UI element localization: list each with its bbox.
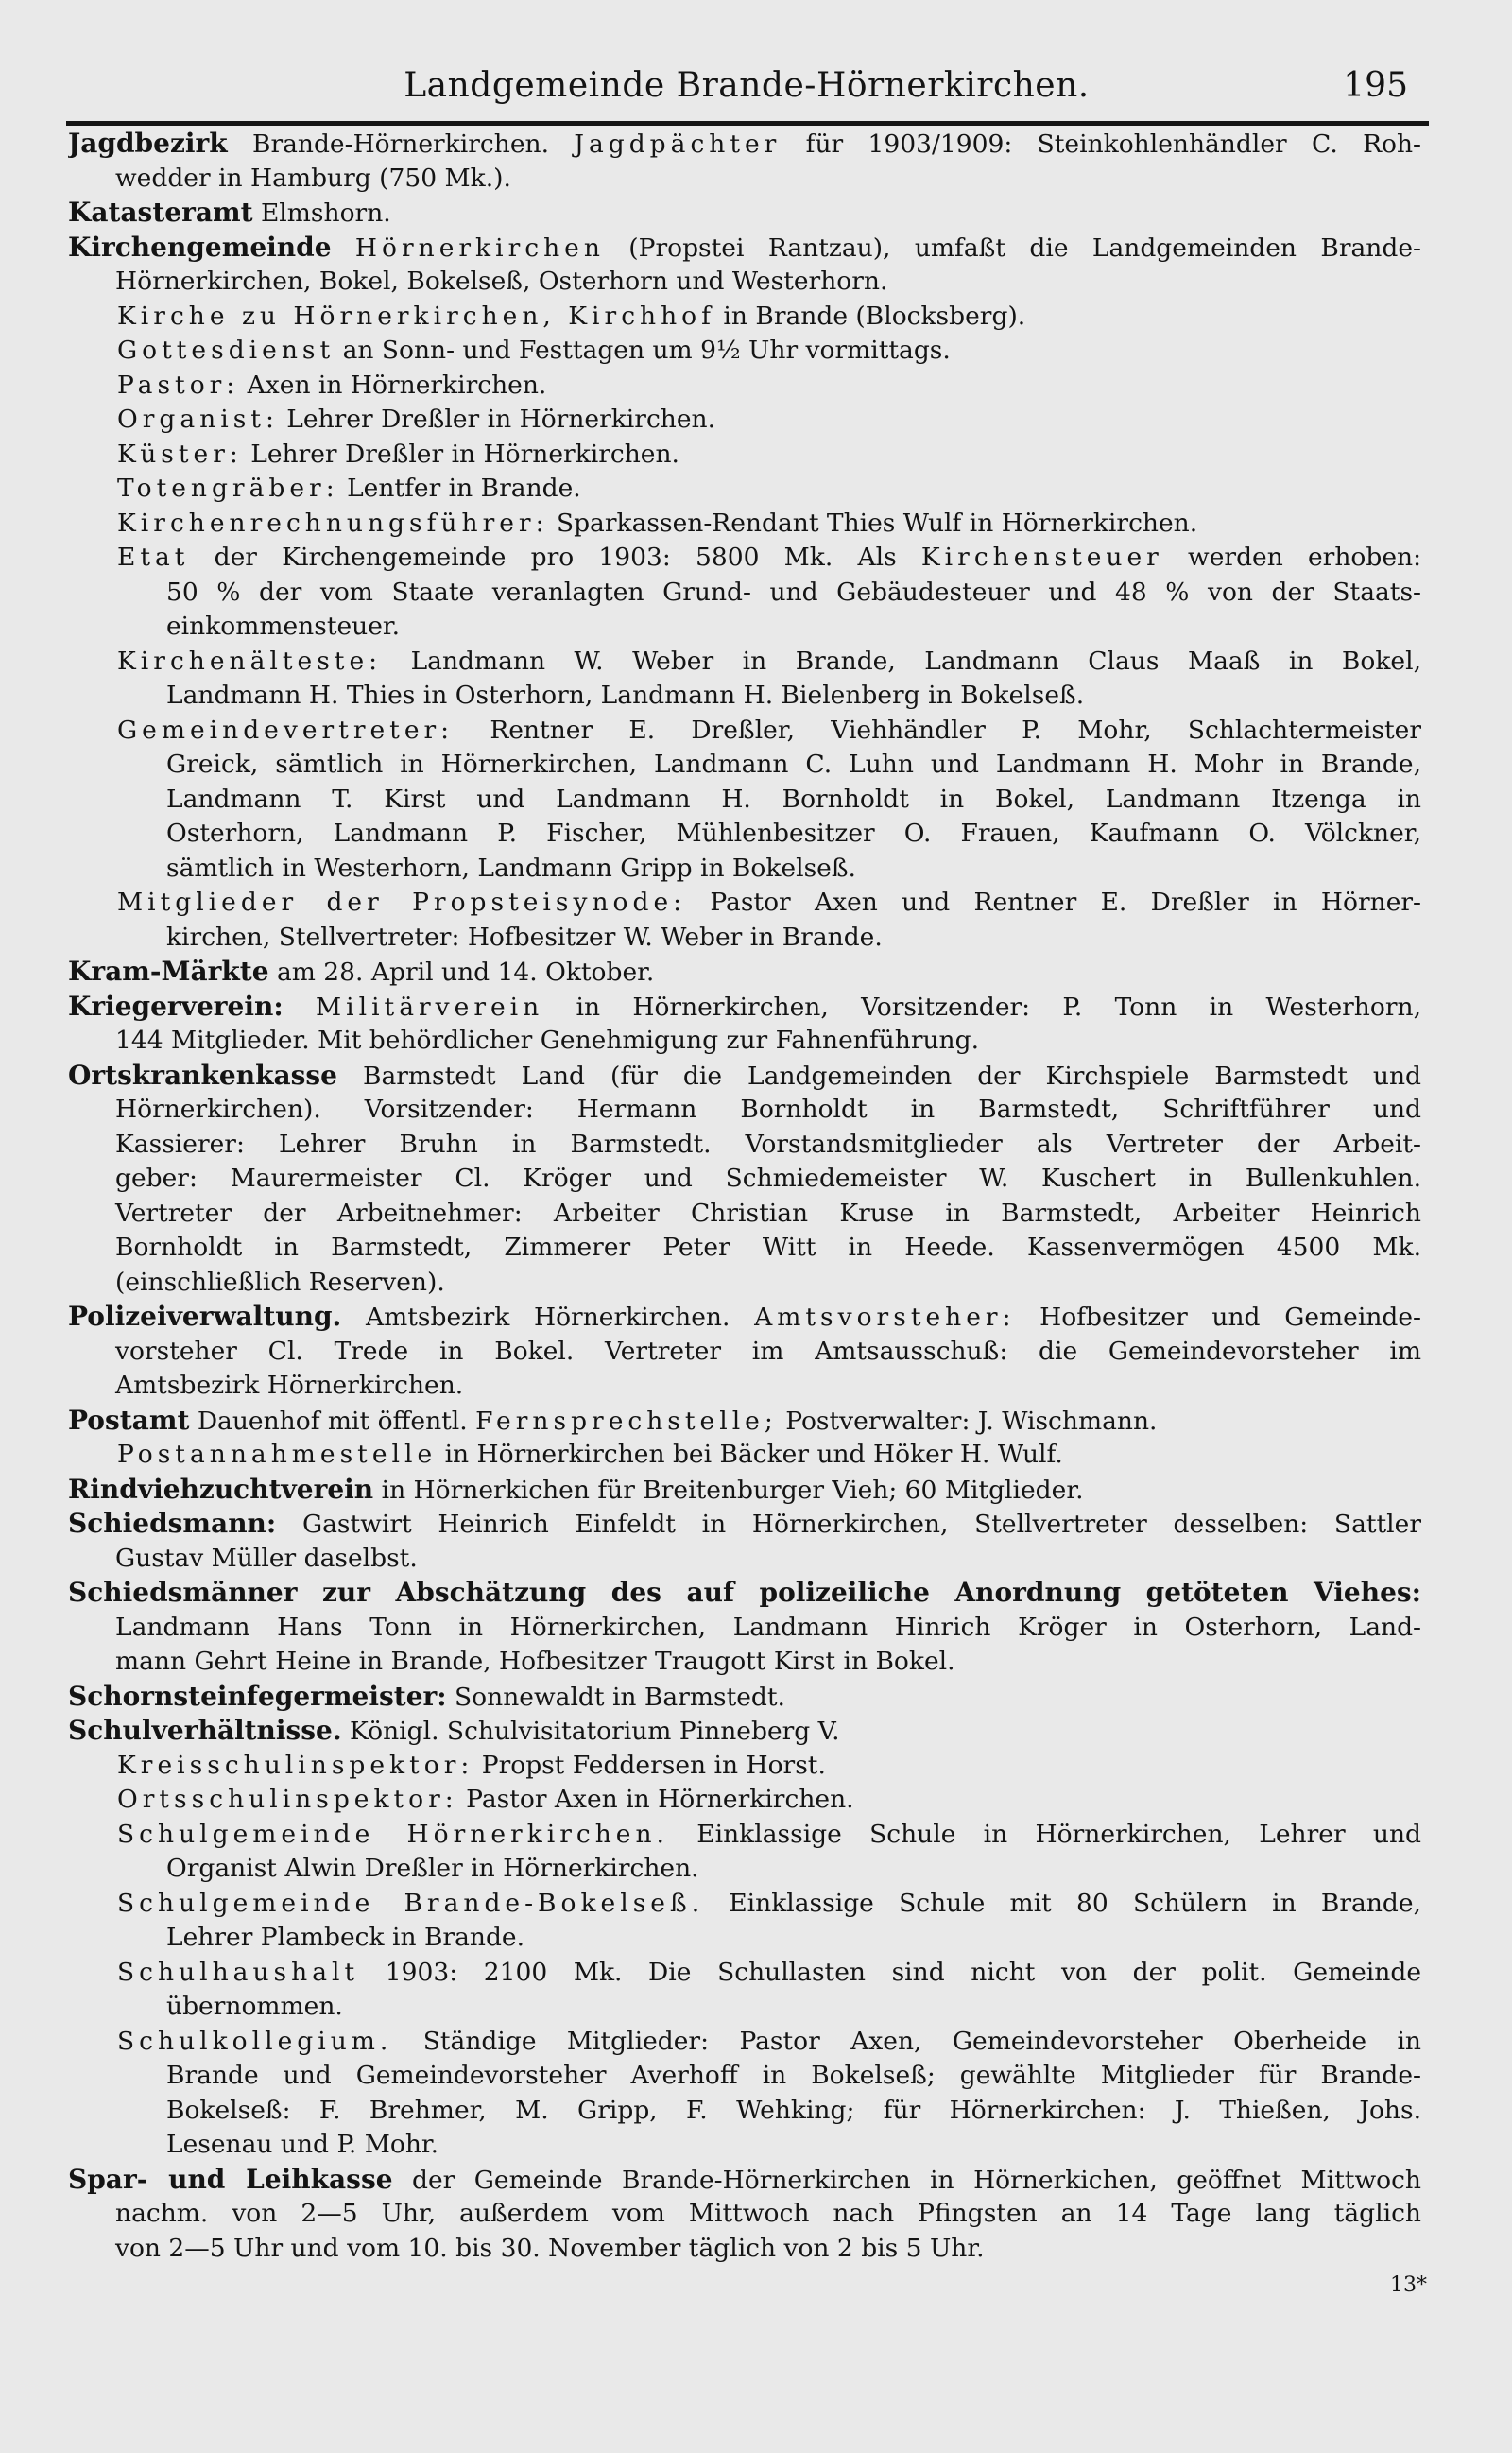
text-line xyxy=(68,1783,1421,1818)
spaced-term: Gemeindevertreter: xyxy=(117,715,455,745)
line-text: Lehrer Dreßler in Hörnerkirchen. xyxy=(242,439,679,469)
line-text: 50 % der vom Staate veranlagten Grund- und Gebäudesteuer und 48 % von der Staats- xyxy=(166,577,1421,607)
entry-keyword: Katasteramt xyxy=(68,197,253,228)
text-line xyxy=(68,921,1421,956)
line-text: der Kirchengemeinde pro 1903: 5800 Mk. Als xyxy=(189,543,921,572)
line-text: Lesenau und P. Mohr. xyxy=(166,2130,439,2159)
line-text: Rentner E. Dreßler, Viehhändler P. Mohr, Schlachtermeister xyxy=(454,715,1421,745)
line-text: Barmstedt Land (für die Landgemeinden der Kirchspiele Barmstedt und xyxy=(336,1061,1421,1091)
line-text: 1903: 2100 Mk. Die Schullasten sind nicht von der polit. Gemeinde xyxy=(359,1957,1421,1987)
text-line xyxy=(68,127,1421,162)
entry-keyword: Polizeiverwaltung. xyxy=(68,1301,342,1332)
directory-entry xyxy=(68,1507,1421,1576)
text-line xyxy=(68,1231,1421,1266)
text-line xyxy=(68,1680,1421,1715)
text-line xyxy=(68,438,1421,473)
spaced-term: Mitglieder der Propsteisynode: xyxy=(117,888,687,917)
line-text: Einklassige Schule mit 80 Schülern in Brande, xyxy=(704,1888,1421,1918)
line-text: Brande und Gemeindevorsteher Averhoff in Bokelseß; gewählte Mitglieder für Brande- xyxy=(166,2061,1421,2090)
directory-entry xyxy=(68,990,1421,1059)
text-line xyxy=(68,162,1421,197)
text-line xyxy=(68,576,1421,611)
entry-keyword: Postamt xyxy=(68,1404,190,1436)
text-line xyxy=(68,1818,1421,1853)
text-line xyxy=(68,1852,1421,1887)
entry-keyword: Schiedsmänner zur Abschätzung des auf polizeiliche Anordnung getöteten Viehes: xyxy=(68,1577,1421,1608)
line-text: in Brande (Blocksberg). xyxy=(714,301,1026,331)
text-line xyxy=(68,1749,1421,1784)
spaced-term: Hörnerkirchen xyxy=(354,233,605,263)
text-line xyxy=(68,610,1421,645)
directory-entry xyxy=(68,1473,1421,1508)
line-text: Gustav Müller daselbst. xyxy=(115,1543,418,1573)
line-text: einkommensteuer. xyxy=(166,612,401,641)
line-text: Landmann H. Thies in Osterhorn, Landmann H. Bielenberg in Bokelseß. xyxy=(166,681,1085,710)
line-text: in Hörnerkirchen bei Bäcker und Höker H. Wulf. xyxy=(437,1440,1063,1469)
text-line xyxy=(68,472,1421,507)
line-text: Landmann T. Kirst und Landmann H. Bornholdt in Bokel, Landmann Itzenga in xyxy=(166,784,1421,814)
directory-entry xyxy=(68,1680,1421,1715)
text-line xyxy=(68,2197,1421,2232)
text-line xyxy=(68,369,1421,404)
line-text: Sparkassen-Rendant Thies Wulf in Hörnerkirchen. xyxy=(548,508,1198,538)
directory-entry xyxy=(68,955,1421,990)
text-line xyxy=(68,403,1421,438)
line-text: Kassierer: Lehrer Bruhn in Barmstedt. Vorstandsmitglieder als Vertreter der Arbeit- xyxy=(115,1129,1421,1159)
entry-keyword: Ortskrankenkasse xyxy=(68,1059,337,1091)
line-text: Amtsbezirk Hörnerkirchen. xyxy=(115,1371,464,1400)
text-line xyxy=(68,852,1421,887)
line-text: Postverwalter: J. Wischmann. xyxy=(777,1406,1158,1436)
line-text: Ständige Mitglieder: Pastor Axen, Gemeindevorsteher Oberheide in xyxy=(392,2026,1421,2056)
text-line xyxy=(68,1542,1421,1577)
text-line xyxy=(68,1059,1421,1094)
spaced-term: Kreisschulinspektor: xyxy=(117,1750,474,1780)
text-line xyxy=(68,783,1421,818)
spaced-term: Militärverein xyxy=(315,992,544,1022)
line-text: Landmann Hans Tonn in Hörnerkirchen, Landmann Hinrich Kröger in Osterhorn, Land- xyxy=(115,1612,1421,1642)
spaced-term: Amtsvorsteher: xyxy=(754,1303,1016,1332)
text-line xyxy=(68,541,1421,576)
entry-keyword: Schornsteinfegermeister: xyxy=(68,1680,447,1712)
line-text: Axen in Hörnerkirchen. xyxy=(239,370,547,400)
line-text: Propst Feddersen in Horst. xyxy=(473,1750,826,1780)
spaced-term: Kirchenälteste: xyxy=(117,646,383,676)
line-text: Lehrer Dreßler in Hörnerkirchen. xyxy=(278,405,716,434)
spaced-term: Gottesdienst xyxy=(117,336,335,365)
text-line xyxy=(68,714,1421,749)
spaced-term: Ortsschulinspektor: xyxy=(117,1785,458,1814)
line-text: geber: Maurermeister Cl. Kröger und Schmiedemeister W. Kuschert in Bullenkuhlen. xyxy=(115,1164,1421,1193)
text-line xyxy=(68,2163,1421,2198)
text-line xyxy=(68,300,1421,335)
line-text: nachm. von 2—5 Uhr, außerdem vom Mittwoch nach Pfingsten an 14 Tage lang täglich xyxy=(115,2199,1421,2228)
line-text: Hörnerkirchen). Vorsitzender: Hermann Bornholdt in Barmstedt, Schriftführer und xyxy=(115,1095,1421,1124)
line-text: (einschließlich Reserven). xyxy=(115,1267,445,1297)
line-text: Pastor Axen und Rentner E. Dreßler in Hörner- xyxy=(686,888,1421,917)
text-line xyxy=(68,2094,1421,2129)
line-text: Organist Alwin Dreßler in Hörnerkirchen. xyxy=(166,1854,699,1883)
text-line xyxy=(68,2232,1421,2267)
line-text: Lentfer in Brande. xyxy=(338,474,581,503)
line-text xyxy=(332,233,355,263)
header-rule xyxy=(66,121,1429,126)
line-text: an Sonn- und Festtagen um 9½ Uhr vormittags. xyxy=(335,336,951,365)
directory-entry xyxy=(68,1404,1421,1473)
line-text: Sonnewaldt in Barmstedt. xyxy=(446,1682,785,1712)
text-line xyxy=(68,507,1421,542)
text-line xyxy=(68,955,1421,990)
entry-keyword: Kriegerverein: xyxy=(68,990,284,1022)
text-line xyxy=(68,1507,1421,1542)
text-line xyxy=(68,231,1421,266)
line-text: werden erhoben: xyxy=(1162,543,1421,572)
text-line xyxy=(68,1266,1421,1301)
spaced-term: Organist: xyxy=(117,405,279,434)
directory-entries xyxy=(68,127,1421,2266)
running-title: Landgemeinde Brande-Hörnerkirchen. xyxy=(404,66,1090,105)
line-text: Dauenhof mit öffentl. xyxy=(189,1406,476,1436)
text-line xyxy=(68,1335,1421,1370)
text-line xyxy=(68,748,1421,783)
line-text: von 2—5 Uhr und vom 10. bis 30. November täglich von 2 bis 5 Uhr. xyxy=(115,2233,985,2263)
spaced-term: Kirche zu Hörnerkirchen, Kirchhof xyxy=(117,301,715,331)
text-line xyxy=(68,1404,1421,1439)
text-line xyxy=(68,1576,1421,1611)
line-text: sämtlich in Westerhorn, Landmann Gripp in Bokelseß. xyxy=(166,853,856,883)
line-text: in Hörnerkichen für Breitenburger Vieh; 60 Mitglieder. xyxy=(373,1475,1084,1505)
line-text: Vertreter der Arbeitnehmer: Arbeiter Christian Kruse in Barmstedt, Arbeiter Heinrich xyxy=(115,1198,1421,1228)
page-number: 195 xyxy=(1343,66,1408,105)
text-line xyxy=(68,886,1421,921)
spaced-term: Totengräber: xyxy=(117,474,339,503)
entry-keyword: Spar- und Leihkasse xyxy=(68,2163,393,2195)
spaced-term: Kirchenrechnungsführer: xyxy=(117,508,549,538)
line-text: Pastor Axen in Hörnerkirchen. xyxy=(457,1785,854,1814)
text-line xyxy=(68,1197,1421,1232)
text-line xyxy=(68,1956,1421,1991)
sheet-signature: 13* xyxy=(1390,2273,1427,2297)
text-line xyxy=(68,1093,1421,1128)
text-line xyxy=(68,1990,1421,2025)
entry-keyword: Schulverhältnisse. xyxy=(68,1715,342,1746)
entry-keyword: Rindviehzuchtverein xyxy=(68,1473,374,1505)
entry-keyword: Kirchengemeinde xyxy=(68,231,332,263)
line-text: wedder in Hamburg (750 Mk.). xyxy=(115,163,511,193)
line-text: Königl. Schulvisitatorium Pinneberg V. xyxy=(341,1717,840,1746)
text-line xyxy=(68,990,1421,1025)
text-line xyxy=(68,817,1421,852)
directory-entry xyxy=(68,196,1421,231)
spaced-term: Küster: xyxy=(117,439,243,469)
line-text: 144 Mitglieder. Mit behördlicher Genehmigung zur Fahnenführung. xyxy=(115,1026,980,1055)
line-text: in Hörnerkirchen, Vorsitzender: P. Tonn in Westerhorn, xyxy=(543,992,1421,1022)
text-line xyxy=(68,645,1421,680)
line-text: Hörnerkirchen, Bokel, Bokelseß, Osterhorn und Westerhorn. xyxy=(115,267,888,296)
entry-keyword: Schiedsmann: xyxy=(68,1508,277,1539)
line-text: übernommen. xyxy=(166,1992,343,2021)
line-text: (Propstei Rantzau), umfaßt die Landgemeinden Brande- xyxy=(604,233,1421,263)
text-line xyxy=(68,679,1421,714)
line-text: vorsteher Cl. Trede in Bokel. Vertreter im Amtsausschuß: die Gemeindevorsteher im xyxy=(115,1336,1421,1366)
text-line xyxy=(68,1128,1421,1163)
directory-entry xyxy=(68,231,1421,956)
line-text: der Gemeinde Brande-Hörnerkirchen in Hörnerkichen, geöffnet Mittwoch xyxy=(392,2165,1421,2195)
spaced-term: Schulgemeinde Brande-Bokelseß. xyxy=(117,1888,705,1918)
line-text: Bokelseß: F. Brehmer, M. Gripp, F. Wehking; für Hörnerkirchen: J. Thießen, Johs. xyxy=(166,2095,1421,2125)
text-line xyxy=(68,1611,1421,1646)
spaced-term: Schulgemeinde Hörnerkirchen. xyxy=(117,1819,669,1849)
line-text: Hofbesitzer und Gemeinde- xyxy=(1015,1303,1421,1332)
line-text: kirchen, Stellvertreter: Hofbesitzer W. Weber in Brande. xyxy=(166,922,883,952)
line-text: Gastwirt Heinrich Einfeldt in Hörnerkirchen, Stellvertreter desselben: Sattler xyxy=(276,1510,1421,1539)
text-line xyxy=(68,1024,1421,1059)
text-line xyxy=(68,1714,1421,1749)
line-text: Osterhorn, Landmann P. Fischer, Mühlenbesitzer O. Frauen, Kaufmann O. Völckner, xyxy=(166,819,1421,848)
line-text: für 1903/1909: Steinkohlenhändler C. Roh- xyxy=(781,130,1421,159)
text-line xyxy=(68,1645,1421,1680)
spaced-term: Postannahmestelle xyxy=(117,1440,438,1469)
directory-entry xyxy=(68,2163,1421,2267)
text-line xyxy=(68,1162,1421,1197)
line-text: mann Gehrt Heine in Brande, Hofbesitzer Traugott Kirst in Bokel. xyxy=(115,1647,955,1676)
spaced-term: Pastor: xyxy=(117,370,240,400)
page-header xyxy=(66,59,1427,125)
directory-entry xyxy=(68,1714,1421,2163)
text-line xyxy=(68,1921,1421,1956)
line-text: Elmshorn. xyxy=(252,199,391,228)
directory-entry xyxy=(68,127,1421,196)
line-text: Einklassige Schule in Hörnerkirchen, Lehrer und xyxy=(668,1819,1421,1849)
text-line xyxy=(68,2025,1421,2060)
entry-keyword: Kram-Märkte xyxy=(68,956,269,987)
spaced-term: Etat xyxy=(117,543,190,572)
text-line xyxy=(68,334,1421,369)
spaced-term: Schulkollegium. xyxy=(117,2026,393,2056)
directory-entry xyxy=(68,1059,1421,1301)
text-line xyxy=(68,1369,1421,1404)
line-text: Lehrer Plambeck in Brande. xyxy=(166,1923,525,1952)
spaced-term: Jagdpächter xyxy=(574,130,782,159)
text-line xyxy=(68,2128,1421,2163)
spaced-term: Fernsprechstelle; xyxy=(475,1406,778,1436)
text-line xyxy=(68,1473,1421,1508)
entry-keyword: Jagdbezirk xyxy=(68,128,228,159)
text-line xyxy=(68,1438,1421,1473)
line-text: Bornholdt in Barmstedt, Zimmerer Peter Witt in Heede. Kassenvermögen 4500 Mk. xyxy=(115,1233,1421,1262)
text-line xyxy=(68,1300,1421,1335)
line-text: Landmann W. Weber in Brande, Landmann Claus Maaß in Bokel, xyxy=(382,646,1421,676)
spaced-term: Kirchensteuer xyxy=(920,543,1163,572)
directory-entry xyxy=(68,1300,1421,1404)
spaced-term: Schulhaushalt xyxy=(117,1957,360,1987)
line-text: Amtsbezirk Hörnerkirchen. xyxy=(341,1303,755,1332)
text-line xyxy=(68,196,1421,231)
text-line xyxy=(68,2059,1421,2094)
directory-entry xyxy=(68,1576,1421,1680)
line-text: Greick, sämtlich in Hörnerkirchen, Landmann C. Luhn und Landmann H. Mohr in Brande, xyxy=(166,750,1421,779)
line-text xyxy=(284,993,316,1022)
text-line xyxy=(68,1887,1421,1922)
line-text: am 28. April und 14. Oktober. xyxy=(268,958,655,987)
text-line xyxy=(68,265,1421,300)
line-text: Brande-Hörnerkirchen. xyxy=(227,130,575,159)
